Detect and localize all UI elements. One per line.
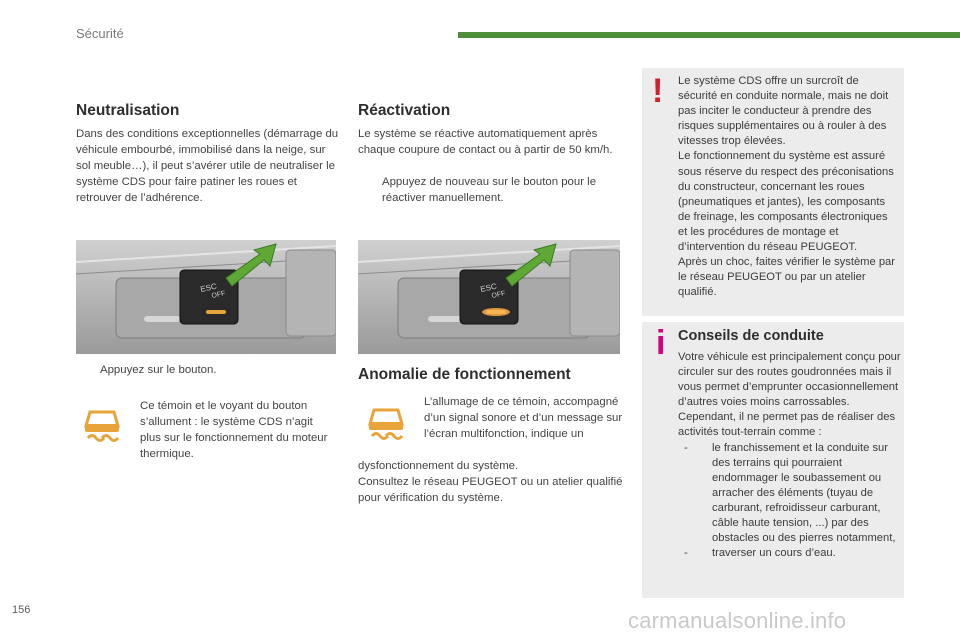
header-accent-bar [458, 32, 960, 38]
button-label-off: OFF [490, 290, 507, 300]
bullet-icon [360, 174, 374, 206]
info-icon: i [656, 324, 666, 362]
warning-panel-text-3: Après un choc, faites vérifier le système par le réseau PEUGEOT ou par un atelier qualifié. [678, 256, 896, 299]
warning-icon: ! [652, 72, 664, 110]
section-label: Sécurité [76, 26, 124, 41]
esc-button-photo-off [76, 240, 336, 354]
anomalie-text-full: dysfonctionnement du système. [358, 460, 519, 472]
button-label-esc: ESC [199, 281, 218, 294]
dash-marker: - [684, 441, 688, 454]
cds-fault-lamp-icon [364, 402, 408, 446]
anomalie-text-indented: L’allumage de ce témoin, accompagné d’un signal sonore et d’un message sur l’écran multifonction, indique un [424, 396, 623, 440]
neutralisation-step [78, 362, 338, 378]
reactivation-paragraph: Le système se réactive automatiquement après chaque coupure de contact ou à partir de 50 km/h. [358, 128, 613, 156]
advice-heading: Conseils de conduite [678, 328, 824, 344]
advice-item-2: traverser un cours d’eau. [712, 547, 836, 560]
cds-warning-lamp-icon [80, 404, 124, 448]
button-label-off: OFF [210, 290, 227, 300]
advice-panel-body [678, 350, 902, 561]
dash-marker: - [684, 547, 688, 560]
advice-list-item [678, 546, 902, 561]
advice-text-2: Cependant, il ne permet pas de réaliser des activités tout-terrain comme : [678, 411, 896, 439]
bullet-icon [78, 362, 92, 378]
button-label-esc: ESC [479, 281, 498, 294]
advice-list-item [678, 441, 902, 547]
watermark: carmanualsonline.info [628, 608, 847, 633]
warning-panel-body [678, 74, 900, 300]
esc-button-photo-on [358, 240, 620, 354]
advice-text-1: Votre véhicule est principalement conçu pour circuler sur des routes goudronnées mais il vous permet d’emprunter occasionnellement d’autres voies moins carrossables. [678, 351, 901, 409]
neutralisation-warning-text: Ce témoin et le voyant du bouton s’allument : le système CDS n’agit plus sur le fonctionnement du moteur thermique. [140, 400, 328, 460]
reactivation-heading: Réactivation [358, 102, 451, 119]
anomalie-text-after: Consultez le réseau PEUGEOT ou un atelier qualifié pour vérification du système. [358, 476, 623, 504]
warning-panel [642, 68, 904, 316]
advice-item-1: le franchissement et la conduite sur des terrains qui pourraient endommager le soubassement ou arracher des éléments (tuyau de carburant, refroidisseur carburant, câble haute tension, ...) par des obstacles ou des pierres notamment, [712, 441, 896, 545]
warning-panel-text-1: Le système CDS offre un surcroît de sécurité en conduite normale, mais ne doit pas inciter le conducteur à prendre des risques supplémentaires ou à rouler à des vitesses trop élevées. [678, 75, 889, 148]
neutralisation-heading: Neutralisation [76, 102, 180, 119]
neutralisation-step-text: Appuyez sur le bouton. [100, 364, 217, 376]
reactivation-step [360, 174, 622, 206]
neutralisation-paragraph: Dans des conditions exceptionnelles (démarrage du véhicule embourbé, immobilisé dans la neige, sur sol meuble…), il peut s’avérer utile de neutraliser le système CDS pour faire patiner les roues et retrouver de l’adhérence. [76, 128, 339, 204]
reactivation-step-text: Appuyez de nouveau sur le bouton pour le réactiver manuellement. [382, 176, 597, 204]
advice-panel [642, 322, 904, 598]
anomalie-heading: Anomalie de fonctionnement [358, 366, 571, 383]
warning-panel-text-2: Le fonctionnement du système est assuré sous réserve du respect des préconisations du constructeur, concernant les roues (pneumatiques et jantes), les composants de freinage, les composants électroniques et les procédures de montage et d’intervention du réseau PEUGEOT. [678, 150, 894, 254]
page-number: 156 [12, 604, 31, 616]
